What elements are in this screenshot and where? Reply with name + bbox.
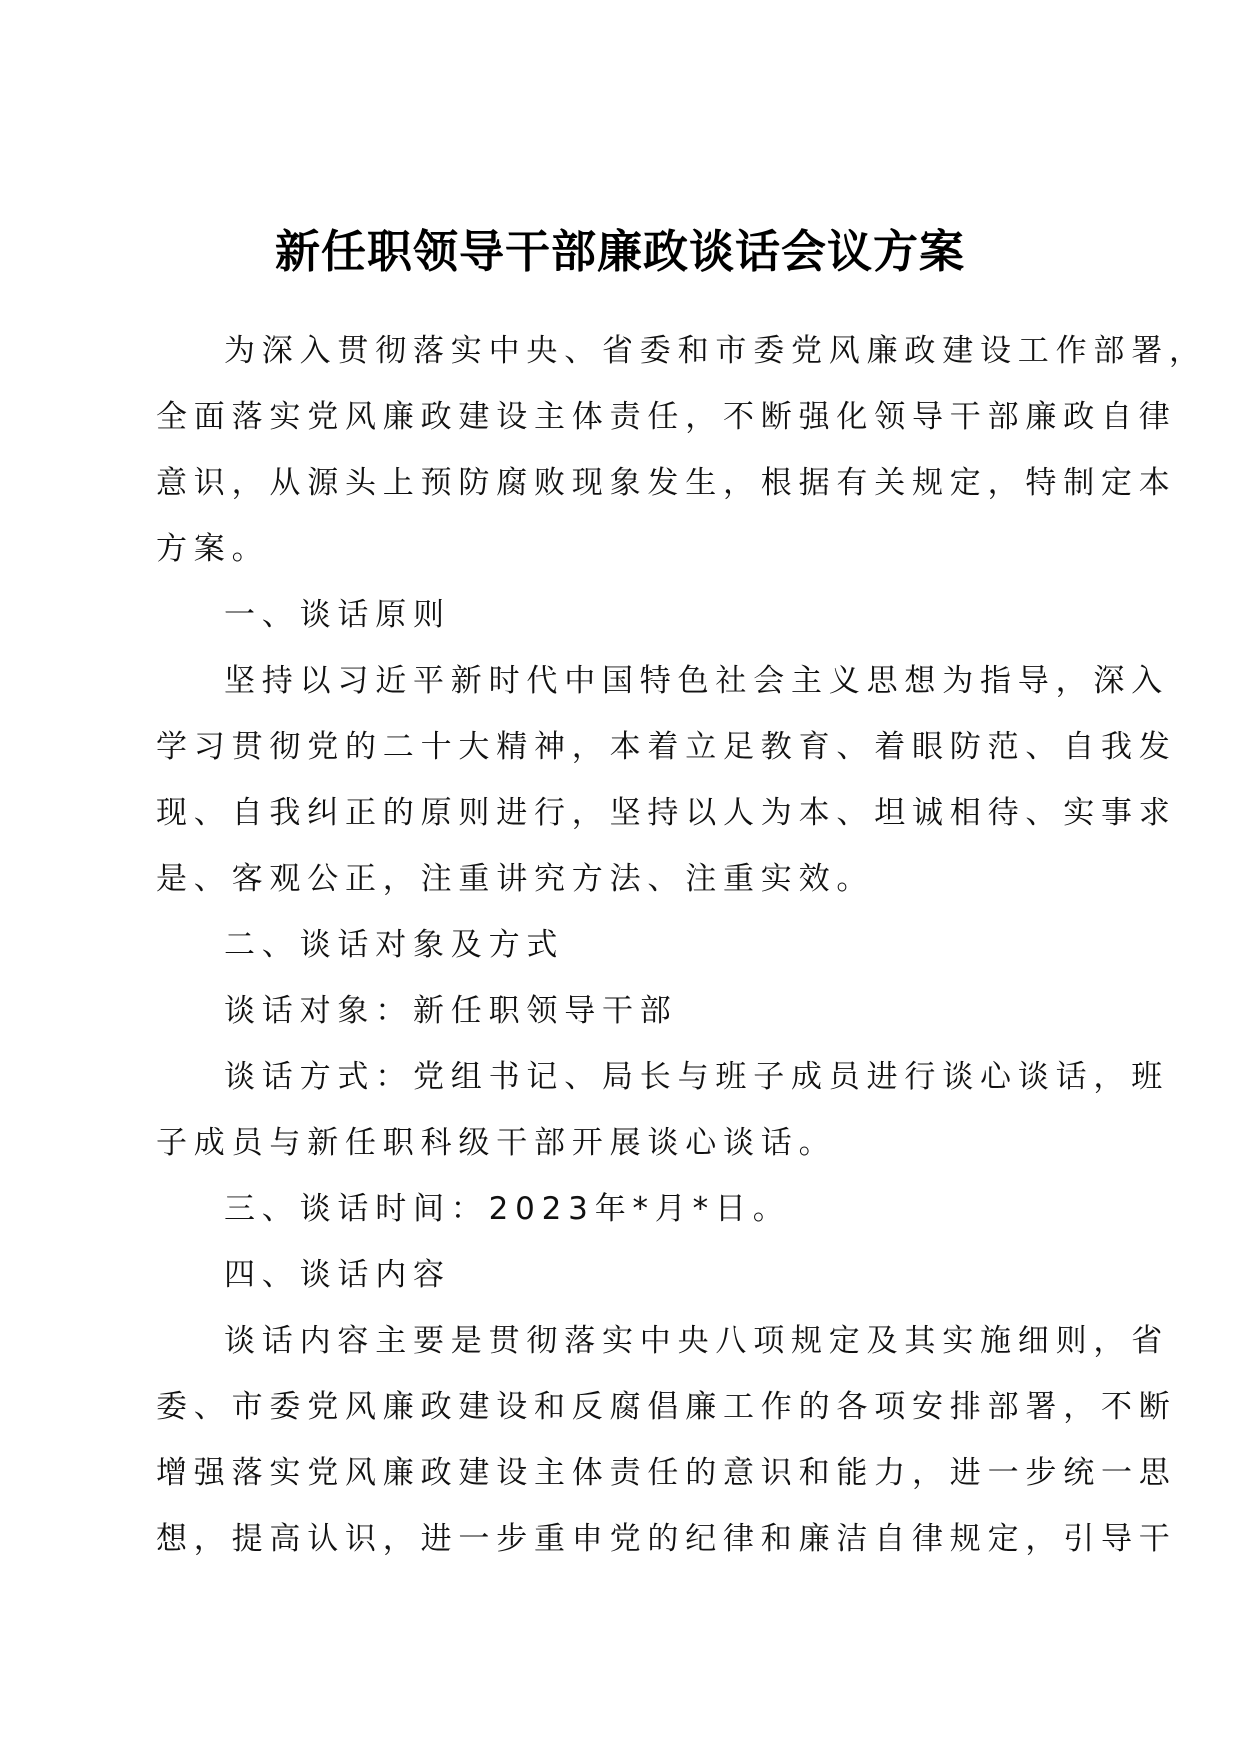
body-line: 方案。 bbox=[156, 531, 270, 567]
section-heading: 二、谈话对象及方式 bbox=[224, 927, 565, 963]
section-heading: 一、谈话原则 bbox=[224, 597, 451, 633]
body-line: 坚持以习近平新时代中国特色社会主义思想为指导，深入 bbox=[224, 663, 1169, 699]
body-line: 意识，从源头上预防腐败现象发生，根据有关规定，特制定本 bbox=[156, 465, 1177, 501]
section-heading: 四、谈话内容 bbox=[224, 1257, 451, 1293]
body-line: 委、市委党风廉政建设和反腐倡廉工作的各项安排部署，不断 bbox=[156, 1389, 1177, 1425]
body-line: 现、自我纠正的原则进行，坚持以人为本、坦诚相待、实事求 bbox=[156, 795, 1177, 831]
document-title: 新任职领导干部廉政谈话会议方案 bbox=[274, 225, 965, 278]
body-line: 谈话对象：新任职领导干部 bbox=[224, 993, 678, 1029]
body-line: 子成员与新任职科级干部开展谈心谈话。 bbox=[156, 1125, 837, 1161]
body-line: 全面落实党风廉政建设主体责任，不断强化领导干部廉政自律 bbox=[156, 399, 1177, 435]
body-line: 谈话内容主要是贯彻落实中央八项规定及其实施细则，省 bbox=[224, 1323, 1169, 1359]
body-line: 为深入贯彻落实中央、省委和市委党风廉政建设工作部署， bbox=[224, 333, 1207, 369]
body-line: 学习贯彻党的二十大精神，本着立足教育、着眼防范、自我发 bbox=[156, 729, 1177, 765]
body-line: 增强落实党风廉政建设主体责任的意识和能力，进一步统一思 bbox=[156, 1455, 1177, 1491]
section-heading: 三、谈话时间：2023年*月*日。 bbox=[224, 1191, 791, 1227]
body-line: 谈话方式：党组书记、局长与班子成员进行谈心谈话，班 bbox=[224, 1059, 1169, 1095]
document-body bbox=[156, 318, 1207, 1572]
body-line: 是、客观公正，注重讲究方法、注重实效。 bbox=[156, 861, 875, 897]
body-line: 想，提高认识，进一步重申党的纪律和廉洁自律规定，引导干 bbox=[156, 1521, 1177, 1557]
